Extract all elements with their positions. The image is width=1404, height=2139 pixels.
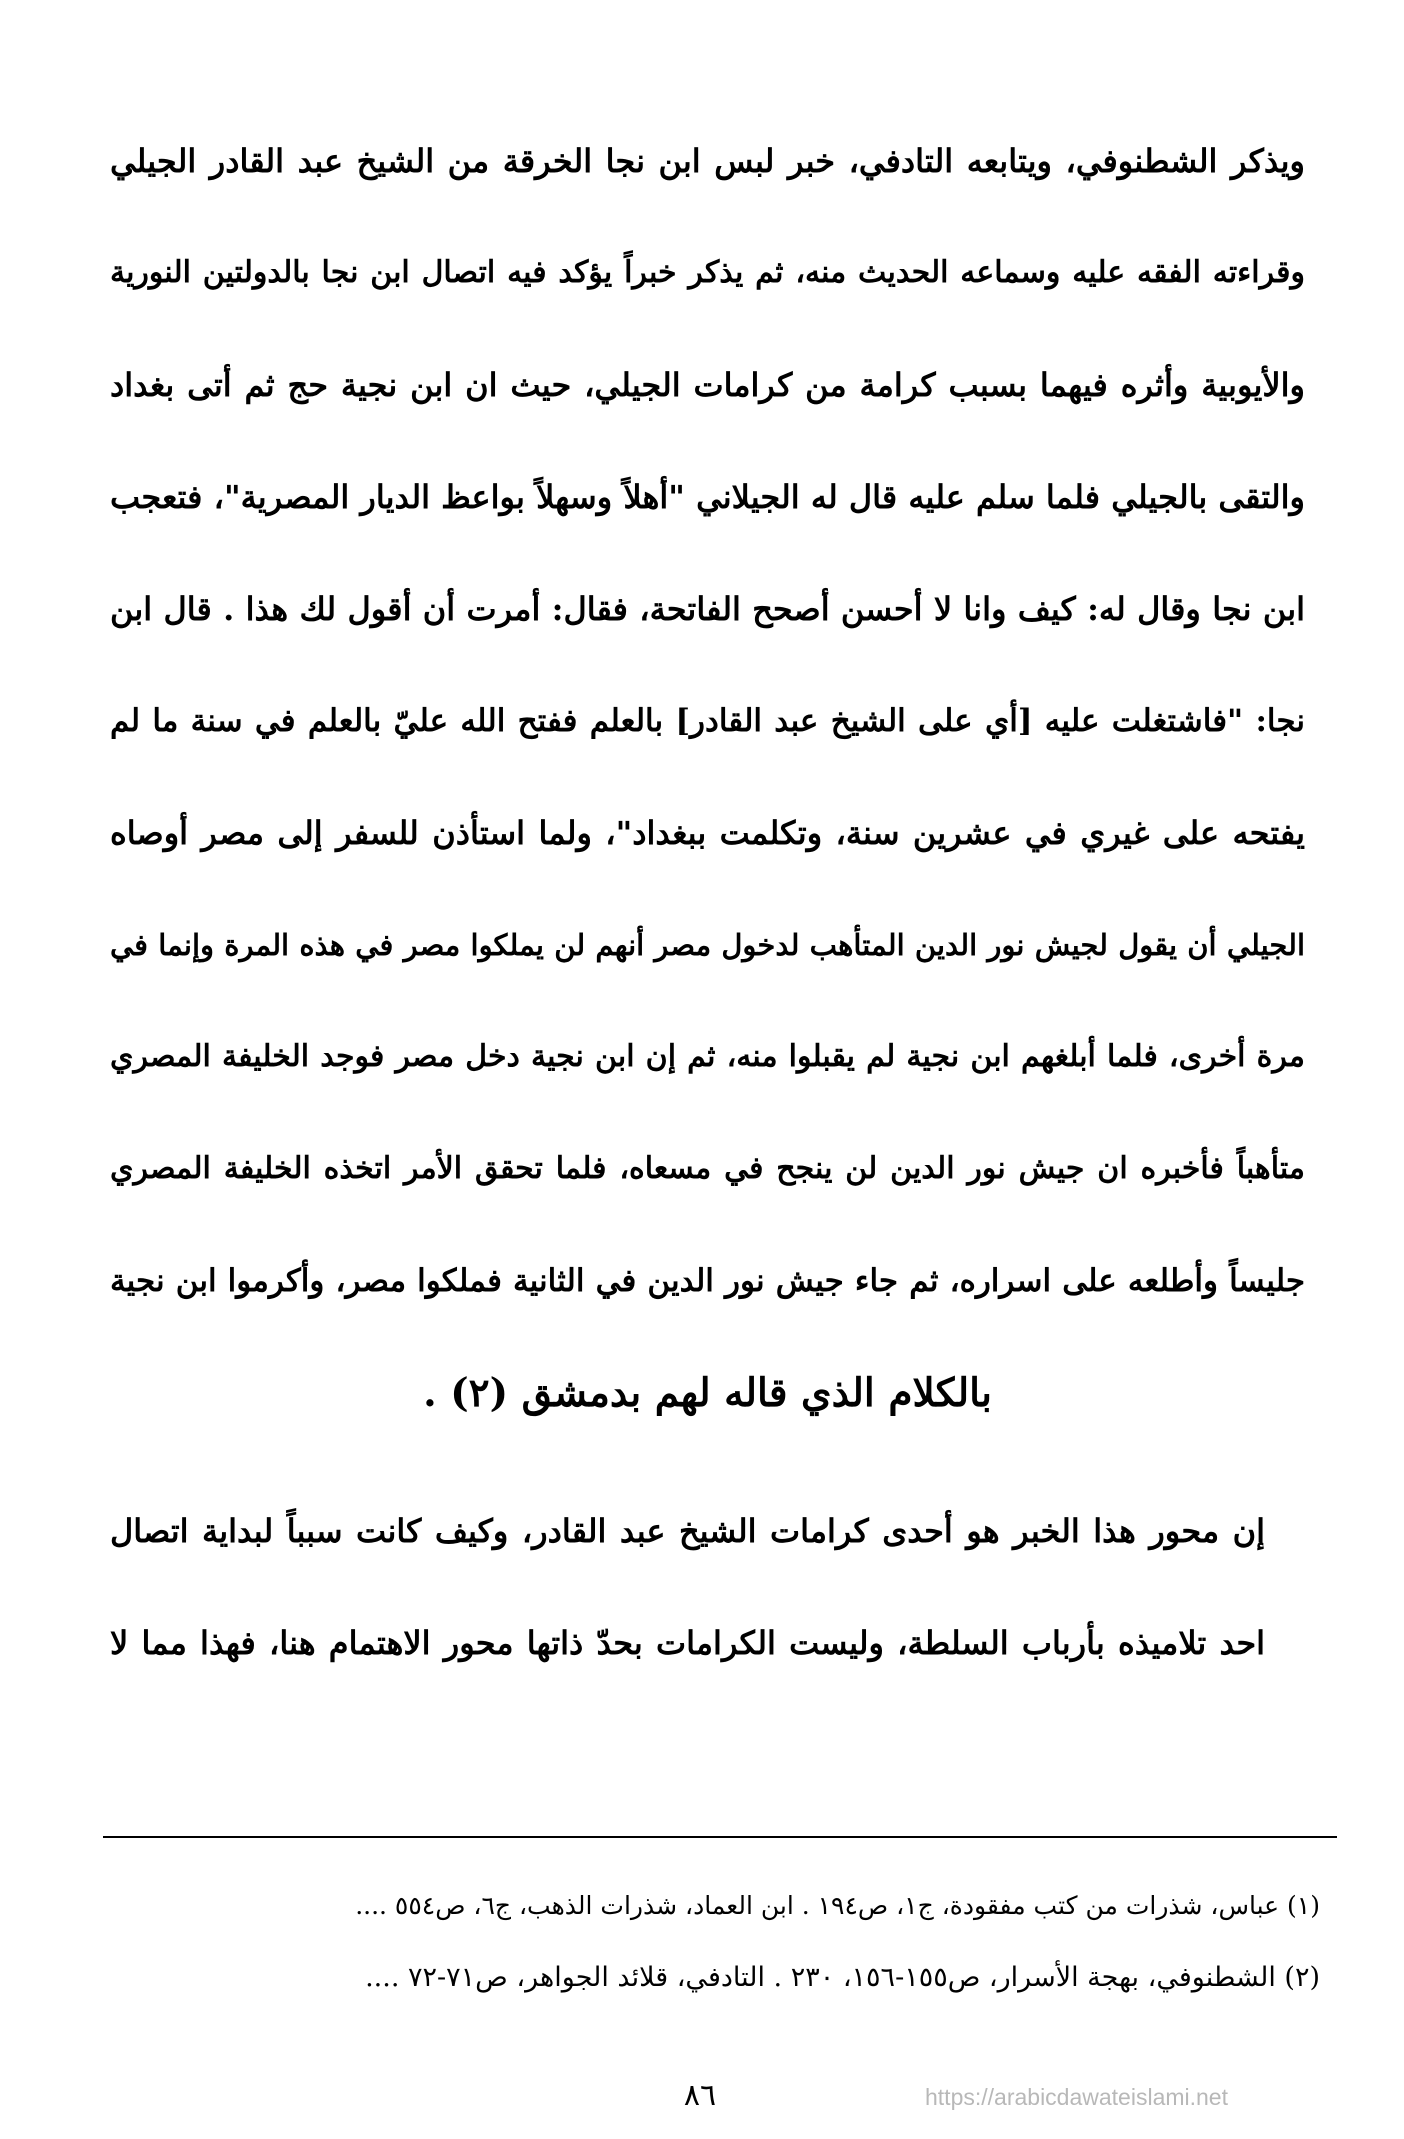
text-line: يفتحه على غيري في عشرين سنة، وتكلمت ببغداد"، ولما استأذن للسفر إلى مصر أوصاه bbox=[110, 814, 1305, 852]
page-number: ٨٦ bbox=[683, 2078, 717, 2113]
footnote-separator bbox=[103, 1836, 1337, 1838]
footnote-2: (٢) الشطنوفي، بهجة الأسرار، ص١٥٥-١٥٦، ٢٣٠ . التادفي، قلائد الجواهر، ص٧١-٧٢ .... bbox=[365, 1962, 1320, 1993]
footnote-1: (١) عباس، شذرات من كتب مفقودة، ج١، ص١٩٤ . ابن العماد، شذرات الذهب، ج٦، ص٥٥٤ .... bbox=[355, 1891, 1320, 1920]
text-line: نجا: "فاشتغلت عليه [أي على الشيخ عبد القادر] بالعلم ففتح الله عليّ بالعلم في سنة ما لم bbox=[110, 703, 1305, 739]
text-line: والتقى بالجيلي فلما سلم عليه قال له الجيلاني "أهلاً وسهلاً بواعظ الديار المصرية"، فتعجب bbox=[110, 478, 1305, 516]
text-line-last: بالكلام الذي قاله لهم بدمشق (٢) . bbox=[423, 1370, 992, 1416]
text-line: إن محور هذا الخبر هو أحدى كرامات الشيخ عبد القادر، وكيف كانت سبباً لبداية اتصال bbox=[110, 1512, 1265, 1550]
text-line: والأيوبية وأثره فيهما بسبب كرامة من كرامات الجيلي، حيث ان ابن نجية حج ثم أتى بغداد bbox=[110, 366, 1305, 404]
text-line: جليساً وأطلعه على اسراره، ثم جاء جيش نور الدين في الثانية فملكوا مصر، وأكرموا ابن نجية bbox=[110, 1263, 1305, 1299]
text-line: احد تلاميذه بأرباب السلطة، وليست الكرامات بحدّ ذاتها محور الاهتمام هنا، فهذا مما لا bbox=[110, 1624, 1266, 1662]
text-line: ويذكر الشطنوفي، ويتابعه التادفي، خبر لبس ابن نجا الخرقة من الشيخ عبد القادر الجيلي bbox=[110, 142, 1305, 180]
main-text bbox=[110, 105, 1305, 1699]
paragraph-gap bbox=[110, 1449, 1305, 1475]
text-line: الجيلي أن يقول لجيش نور الدين المتأهب لدخول مصر أنهم لن يملكوا مصر في هذه المرة وإنما في bbox=[110, 928, 1305, 962]
text-line: ابن نجا وقال له: كيف وانا لا أحسن أصحح الفاتحة، فقال: أمرت أن أقول لك هذا . قال ابن bbox=[110, 590, 1305, 628]
text-line: وقراءته الفقه عليه وسماعه الحديث منه، ثم يذكر خبراً يؤكد فيه اتصال ابن نجا بالدولتين النورية bbox=[110, 255, 1305, 290]
footnotes bbox=[320, 1870, 1320, 2014]
text-line: مرة أخرى، فلما أبلغهم ابن نجية لم يقبلوا منه، ثم إن ابن نجية دخل مصر فوجد الخليفة المصري bbox=[110, 1039, 1305, 1074]
text-line: متأهباً فأخبره ان جيش نور الدين لن ينجح في مسعاه، فلما تحقق الأمر اتخذه الخليفة المصري bbox=[110, 1151, 1305, 1186]
watermark-text: https://arabicdawateislami.net bbox=[925, 2084, 1228, 2110]
